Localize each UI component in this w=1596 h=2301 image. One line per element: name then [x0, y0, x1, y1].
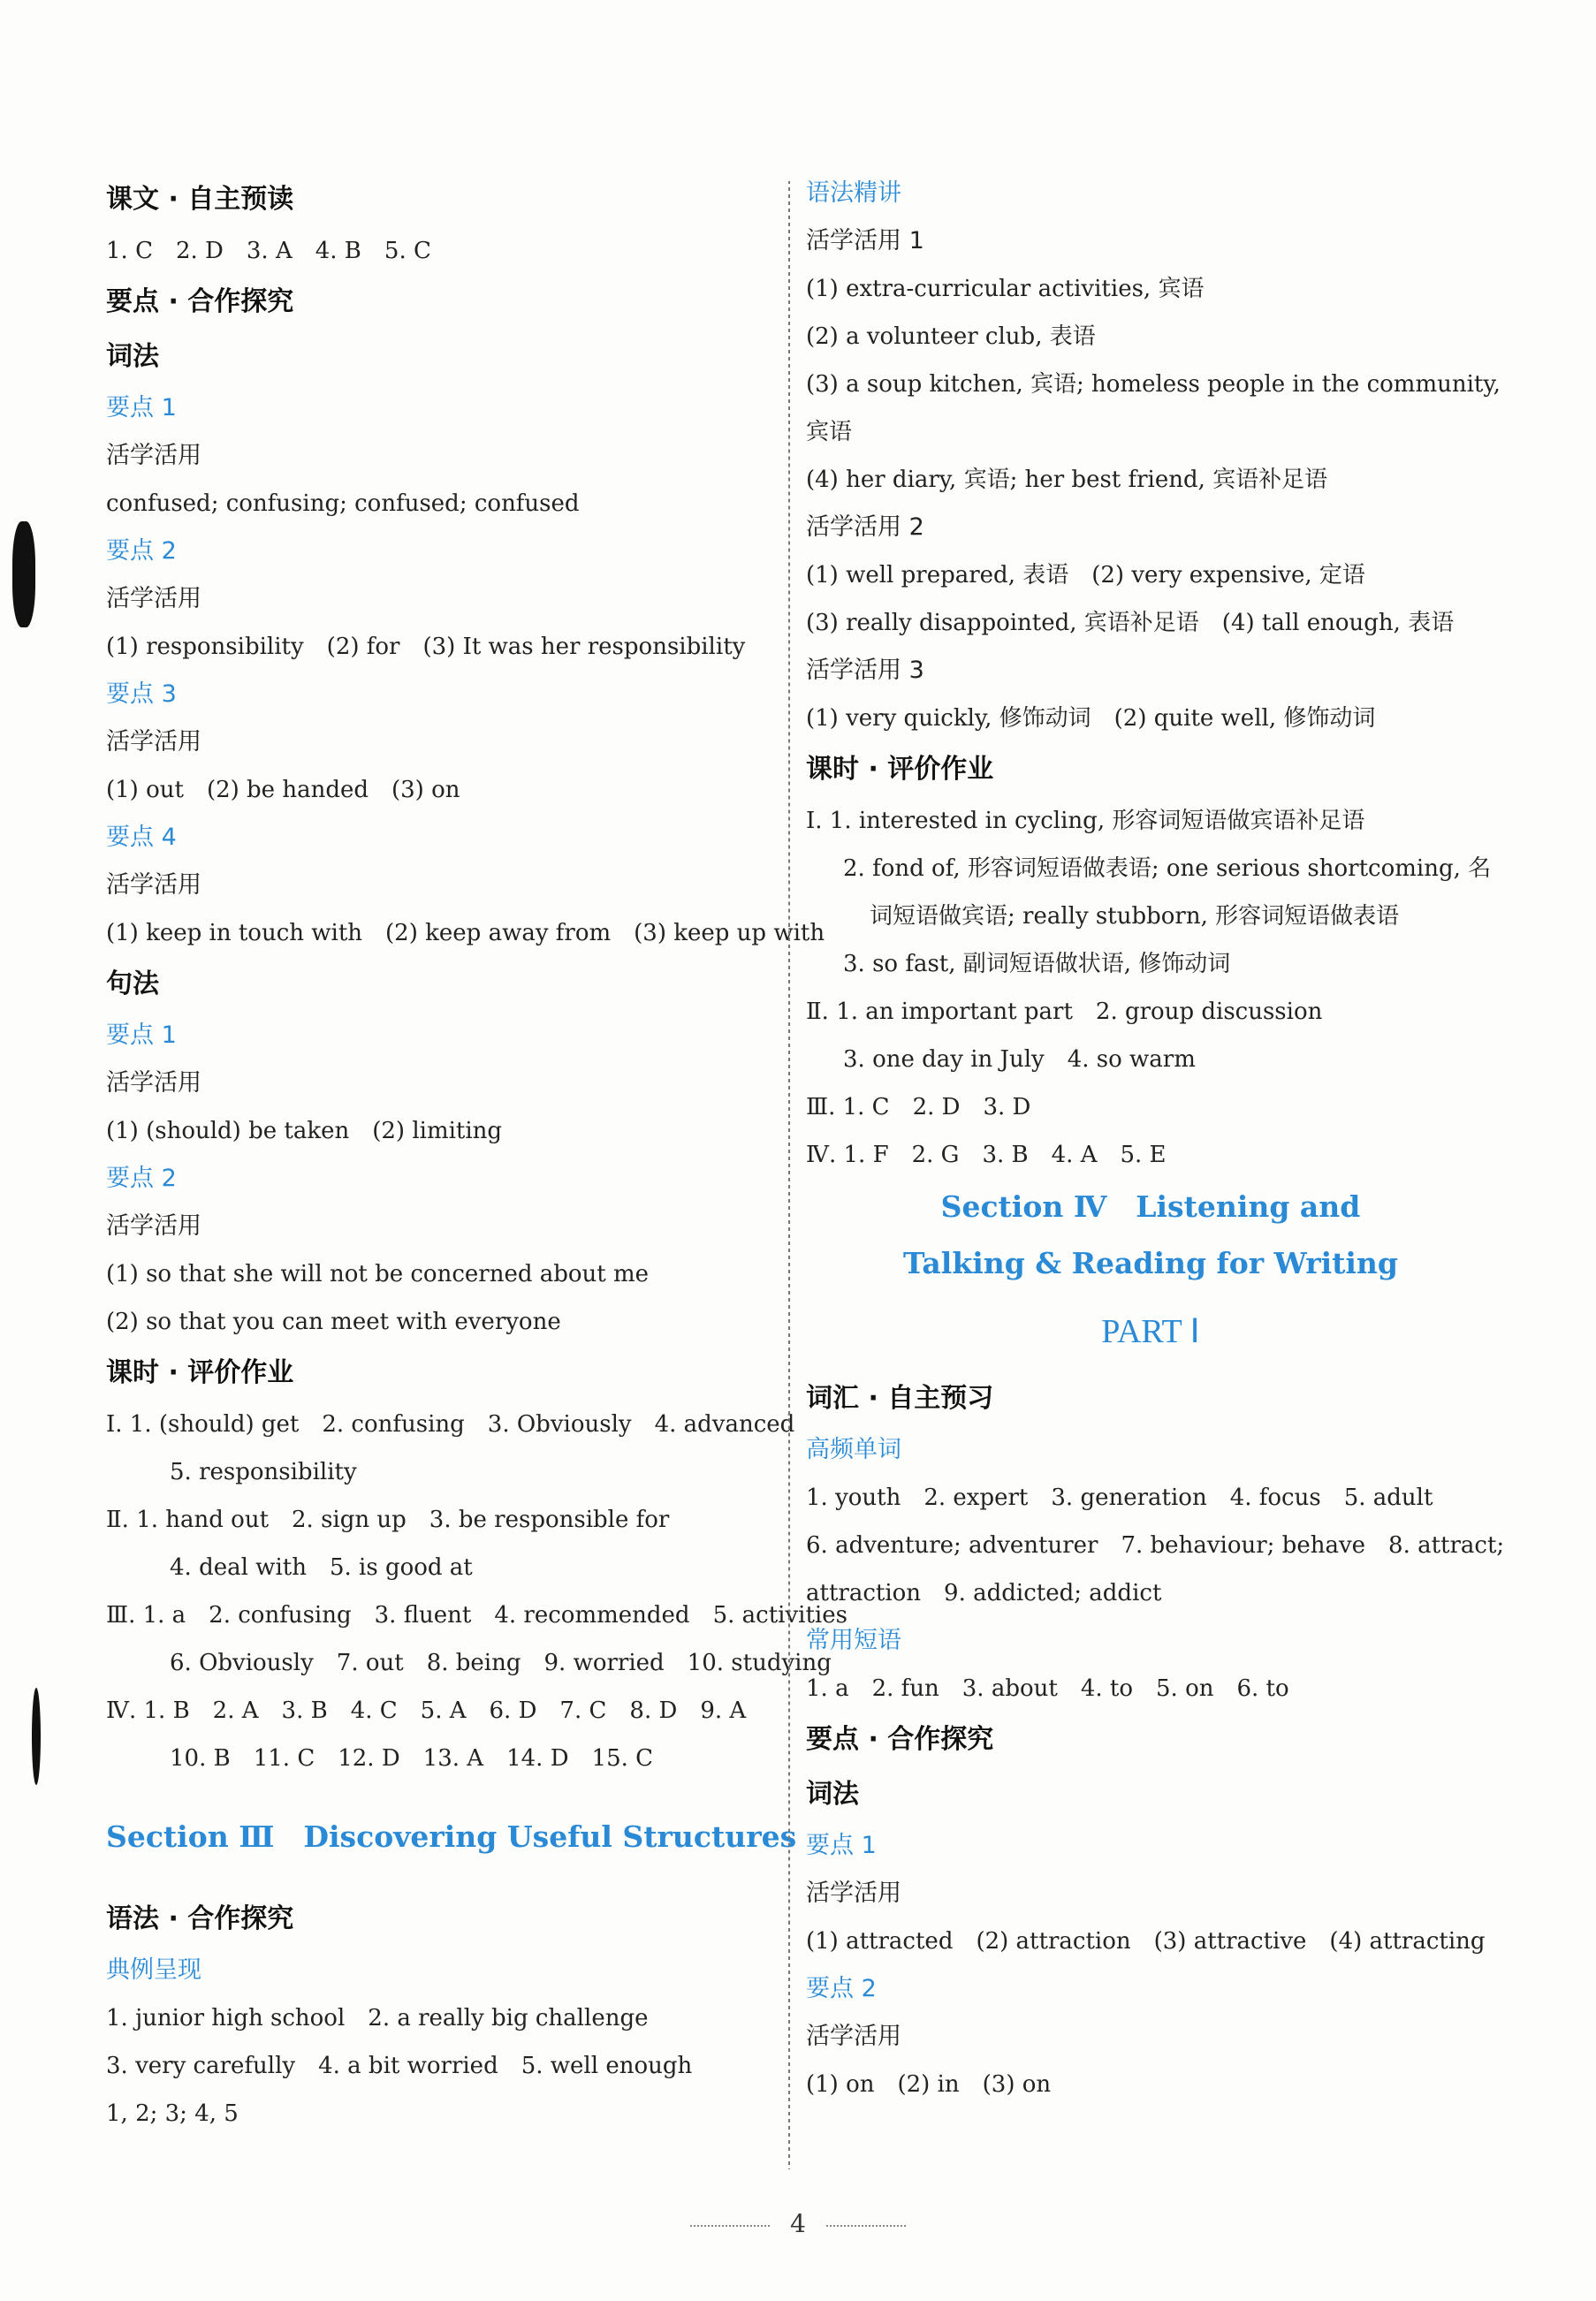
answer-line: 10. B 11. C 12. D 13. A 14. D 15. C	[170, 1745, 654, 1772]
practice-label: 活学活用	[806, 1880, 901, 1907]
answer-line: 4. deal with 5. is good at	[170, 1554, 473, 1581]
footer-rule-left	[690, 2225, 770, 2227]
answer-line: (3) a soup kitchen, 宾语; homeless people in the community,	[806, 371, 1501, 398]
page-footer	[0, 2209, 1596, 2238]
answer-line: (1) on (2) in (3) on	[806, 2071, 1052, 2098]
practice-label: 活学活用 2	[806, 513, 924, 541]
subheading: 要点 3	[106, 680, 177, 708]
answer-line: (2) a volunteer club, 表语	[806, 323, 1096, 350]
right-column	[806, 170, 1505, 2108]
answer-line: attraction 9. addicted; addict	[806, 1580, 1162, 1606]
subheading: 常用短语	[806, 1627, 901, 1654]
answer-line: (1) well prepared, 表语 (2) very expensive, 定语	[806, 562, 1365, 589]
answer-line: (3) really disappointed, 宾语补足语 (4) tall enough, 表语	[806, 610, 1455, 636]
scan-mark-bottom	[32, 1688, 41, 1785]
answer-line: 3. one day in July 4. so warm	[843, 1046, 1196, 1073]
answer-line: 6. Obviously 7. out 8. being 9. worried 10. studying	[170, 1650, 832, 1676]
answer-line: (1) out (2) be handed (3) on	[106, 777, 460, 803]
answer-line: Ⅱ. 1. an important part 2. group discussion	[806, 999, 1323, 1025]
answer-line: 词短语做宾语; really stubborn, 形容词短语做表语	[870, 903, 1400, 930]
answer-line: (1) attracted (2) attraction (3) attractive (4) attracting	[806, 1928, 1486, 1955]
answer-line: 2. fond of, 形容词短语做表语; one serious shortcoming, 名	[843, 855, 1492, 882]
answer-line: 1, 2; 3; 4, 5	[106, 2100, 239, 2127]
answer-line: Ⅲ. 1. a 2. confusing 3. fluent 4. recommended 5. activities	[106, 1602, 847, 1629]
answer-line: (1) very quickly, 修饰动词 (2) quite well, 修饰动词	[806, 705, 1376, 732]
answer-line: 5. responsibility	[170, 1459, 357, 1485]
answer-line: 宾语	[806, 419, 853, 445]
spacer	[106, 1782, 778, 1809]
practice-label: 活学活用	[106, 1212, 201, 1240]
page-number: 4	[790, 2209, 806, 2238]
section-title: Section Ⅳ Listening and	[940, 1189, 1361, 1224]
answer-line: (2) so that you can meet with everyone	[106, 1309, 561, 1335]
subheading: 要点 2	[106, 1165, 177, 1192]
section-heading: 课文 · 自主预读	[106, 184, 294, 215]
practice-label: 活学活用	[106, 585, 201, 612]
subheading: 要点 1	[806, 1832, 877, 1859]
answer-line: Ⅰ. 1. interested in cycling, 形容词短语做宾语补足语	[806, 808, 1365, 834]
practice-label: 活学活用	[106, 442, 201, 469]
answer-line: Ⅰ. 1. (should) get 2. confusing 3. Obviously 4. advanced	[106, 1411, 795, 1438]
subheading: 要点 1	[106, 1021, 177, 1049]
section-heading: 词汇 · 自主预习	[806, 1383, 994, 1414]
answer-line: (4) her diary, 宾语; her best friend, 宾语补足语	[806, 467, 1328, 493]
answer-line: Ⅳ. 1. B 2. A 3. B 4. C 5. A 6. D 7. C 8. D 9. A	[106, 1697, 747, 1724]
subheading: 语法精讲	[806, 179, 901, 207]
section-title: Talking & Reading for Writing	[903, 1246, 1398, 1280]
answer-line: 1. a 2. fun 3. about 4. to 5. on 6. to	[806, 1675, 1289, 1702]
practice-label: 活学活用	[806, 2023, 901, 2050]
column-divider	[788, 181, 790, 2169]
section-heading: 课时 · 评价作业	[806, 754, 994, 785]
answer-line: (1) extra-curricular activities, 宾语	[806, 276, 1205, 302]
spacer	[106, 1865, 778, 1892]
answer-line: confused; confusing; confused; confused	[106, 490, 580, 517]
section-heading: 课时 · 评价作业	[106, 1357, 294, 1388]
answer-line: 1. junior high school 2. a really big challenge	[106, 2005, 649, 2031]
answer-line: 1. C 2. D 3. A 4. B 5. C	[106, 238, 431, 264]
subheading: 要点 4	[106, 824, 177, 851]
part-title: PART Ⅰ	[1101, 1313, 1200, 1350]
answer-line: (1) responsibility (2) for (3) It was her responsibility	[106, 634, 746, 660]
answer-line: Ⅳ. 1. F 2. G 3. B 4. A 5. E	[806, 1142, 1167, 1168]
practice-label: 活学活用 3	[806, 657, 924, 684]
section-heading: 要点 · 合作探究	[106, 286, 294, 317]
section-heading: 语法 · 合作探究	[106, 1903, 294, 1934]
subheading: 高频单词	[806, 1436, 901, 1463]
answer-line: 6. adventure; adventurer 7. behaviour; behave 8. attract;	[806, 1532, 1505, 1559]
answer-line: 1. youth 2. expert 3. generation 4. focus 5. adult	[806, 1485, 1433, 1511]
practice-label: 活学活用	[106, 728, 201, 756]
section-title: Section Ⅲ Discovering Useful Structures	[106, 1819, 797, 1854]
subheading: 要点 1	[106, 394, 177, 421]
answer-line: (1) (should) be taken (2) limiting	[106, 1118, 503, 1144]
subheading: 要点 2	[106, 537, 177, 565]
practice-label: 活学活用 1	[806, 227, 924, 254]
answer-line: (1) keep in touch with (2) keep away from (3) keep up with	[106, 920, 825, 946]
footer-rule-right	[826, 2225, 906, 2227]
subheading: 典例呈现	[106, 1956, 201, 1984]
answer-line: Ⅲ. 1. C 2. D 3. D	[806, 1094, 1031, 1120]
answer-line: 3. very carefully 4. a bit worried 5. well enough	[106, 2053, 693, 2079]
practice-label: 活学活用	[106, 871, 201, 899]
scan-mark-top	[12, 521, 35, 627]
section-heading: 句法	[106, 968, 159, 999]
subheading: 要点 2	[806, 1975, 877, 2002]
section-heading: 词法	[806, 1779, 859, 1810]
practice-label: 活学活用	[106, 1069, 201, 1097]
answer-line: Ⅱ. 1. hand out 2. sign up 3. be responsible for	[106, 1507, 670, 1533]
section-heading: 词法	[106, 341, 159, 372]
section-heading: 要点 · 合作探究	[806, 1724, 994, 1755]
answer-line: (1) so that she will not be concerned about me	[106, 1261, 650, 1287]
answer-line: 3. so fast, 副词短语做状语, 修饰动词	[843, 951, 1231, 977]
